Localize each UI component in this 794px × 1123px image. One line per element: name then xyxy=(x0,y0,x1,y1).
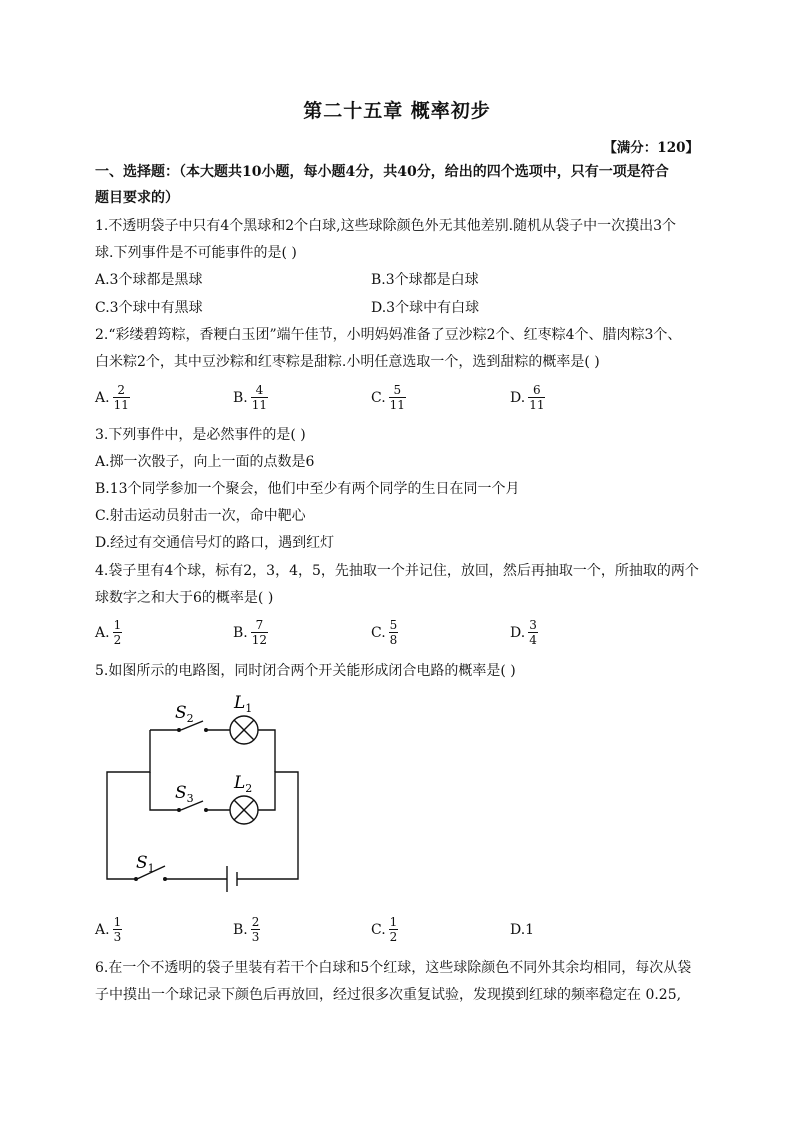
q2-option-d: D. $\frac{6}{11}$ xyxy=(510,383,545,412)
wire-branch1-right xyxy=(258,730,275,772)
q1-stem: 1.不透明袋子中只有4个黑球和2个白球,这些球除颜色外无其他差别.随机从袋子中一次摸出3个 xyxy=(95,218,676,234)
q5-option-a: A. $\frac{1}{3}$ xyxy=(95,915,122,944)
section-heading: 一、选择题：（本大题共10小题，每小题4分，共40分，给出的四个选项中，只有一项是符合 xyxy=(95,164,669,180)
q2-option-c: C. $\frac{5}{11}$ xyxy=(371,383,405,412)
q2-option-a: A. $\frac{2}{11}$ xyxy=(95,383,129,412)
full-score-label: 【满分：120】 xyxy=(603,140,699,156)
q4-option-c: C. $\frac{5}{8}$ xyxy=(371,618,398,647)
q2-option-b: B. $\frac{4}{11}$ xyxy=(233,383,268,412)
q1-option-b: B.3个球都是白球 xyxy=(371,272,479,288)
q6-stem-cont: 子中摸出一个球记录下颜色后再放回，经过很多次重复试验，发现摸到红球的频率稳定在 0.25, xyxy=(95,987,682,1003)
q5-option-b: B. $\frac{2}{3}$ xyxy=(233,915,260,944)
q3-option-b: B.13个同学参加一个聚会，他们中至少有两个同学的生日在同一个月 xyxy=(95,481,520,497)
label-s1: $S_1$ xyxy=(136,853,155,875)
q4-stem-cont: 球数字之和大于6的概率是( ) xyxy=(95,590,274,606)
q6-stem: 6.在一个不透明的袋子里装有若干个白球和5个红球，这些球除颜色不同外其余均相同，每次从袋 xyxy=(95,960,692,976)
q4-stem: 4.袋子里有4个球，标有2，3，4，5，先抽取一个并记住，放回，然后再抽取一个，所抽取的两个 xyxy=(95,563,699,579)
q1-option-a: A.3个球都是黑球 xyxy=(95,272,203,288)
q1-option-d: D.3个球中有白球 xyxy=(371,300,480,316)
wire-branch2-right xyxy=(258,772,285,810)
circuit-diagram xyxy=(95,688,315,893)
label-s3: $S_3$ xyxy=(175,783,194,805)
page-title: 第二十五章 概率初步 xyxy=(303,100,491,122)
q1-stem-cont: 球.下列事件是不可能事件的是( ) xyxy=(95,245,297,261)
q4-option-d: D. $\frac{3}{4}$ xyxy=(510,618,537,647)
q2-stem-cont: 白米粽2个，其中豆沙粽和红枣粽是甜粽.小明任意选取一个，选到甜粽的概率是( ) xyxy=(95,354,600,370)
q1-option-c: C.3个球中有黑球 xyxy=(95,300,203,316)
q3-option-a: A.掷一次骰子，向上一面的点数是6 xyxy=(95,454,315,470)
wire-branch2-left xyxy=(150,772,178,810)
q4-option-a: A. $\frac{1}{2}$ xyxy=(95,618,122,647)
q3-option-c: C.射击运动员射击一次，命中靶心 xyxy=(95,508,306,524)
label-l1: $L_1$ xyxy=(234,693,253,715)
q5-option-d: D.1 xyxy=(510,922,535,938)
q3-option-d: D.经过有交通信号灯的路口，遇到红灯 xyxy=(95,535,335,551)
q5-stem: 5.如图所示的电路图，同时闭合两个开关能形成闭合电路的概率是( ) xyxy=(95,663,516,679)
q3-stem: 3.下列事件中，是必然事件的是( ) xyxy=(95,427,306,443)
q2-stem: 2.“彩缕碧筠粽，香粳白玉团”端午佳节，小明妈妈准备了豆沙粽2个、红枣粽4个、腊肉粽3个、 xyxy=(95,327,682,343)
q4-option-b: B. $\frac{7}{12}$ xyxy=(233,618,268,647)
q5-option-c: C. $\frac{1}{2}$ xyxy=(371,915,398,944)
label-l2: $L_2$ xyxy=(234,773,253,795)
label-s2: $S_2$ xyxy=(175,703,194,725)
section-heading-cont: 题目要求的） xyxy=(95,190,179,206)
